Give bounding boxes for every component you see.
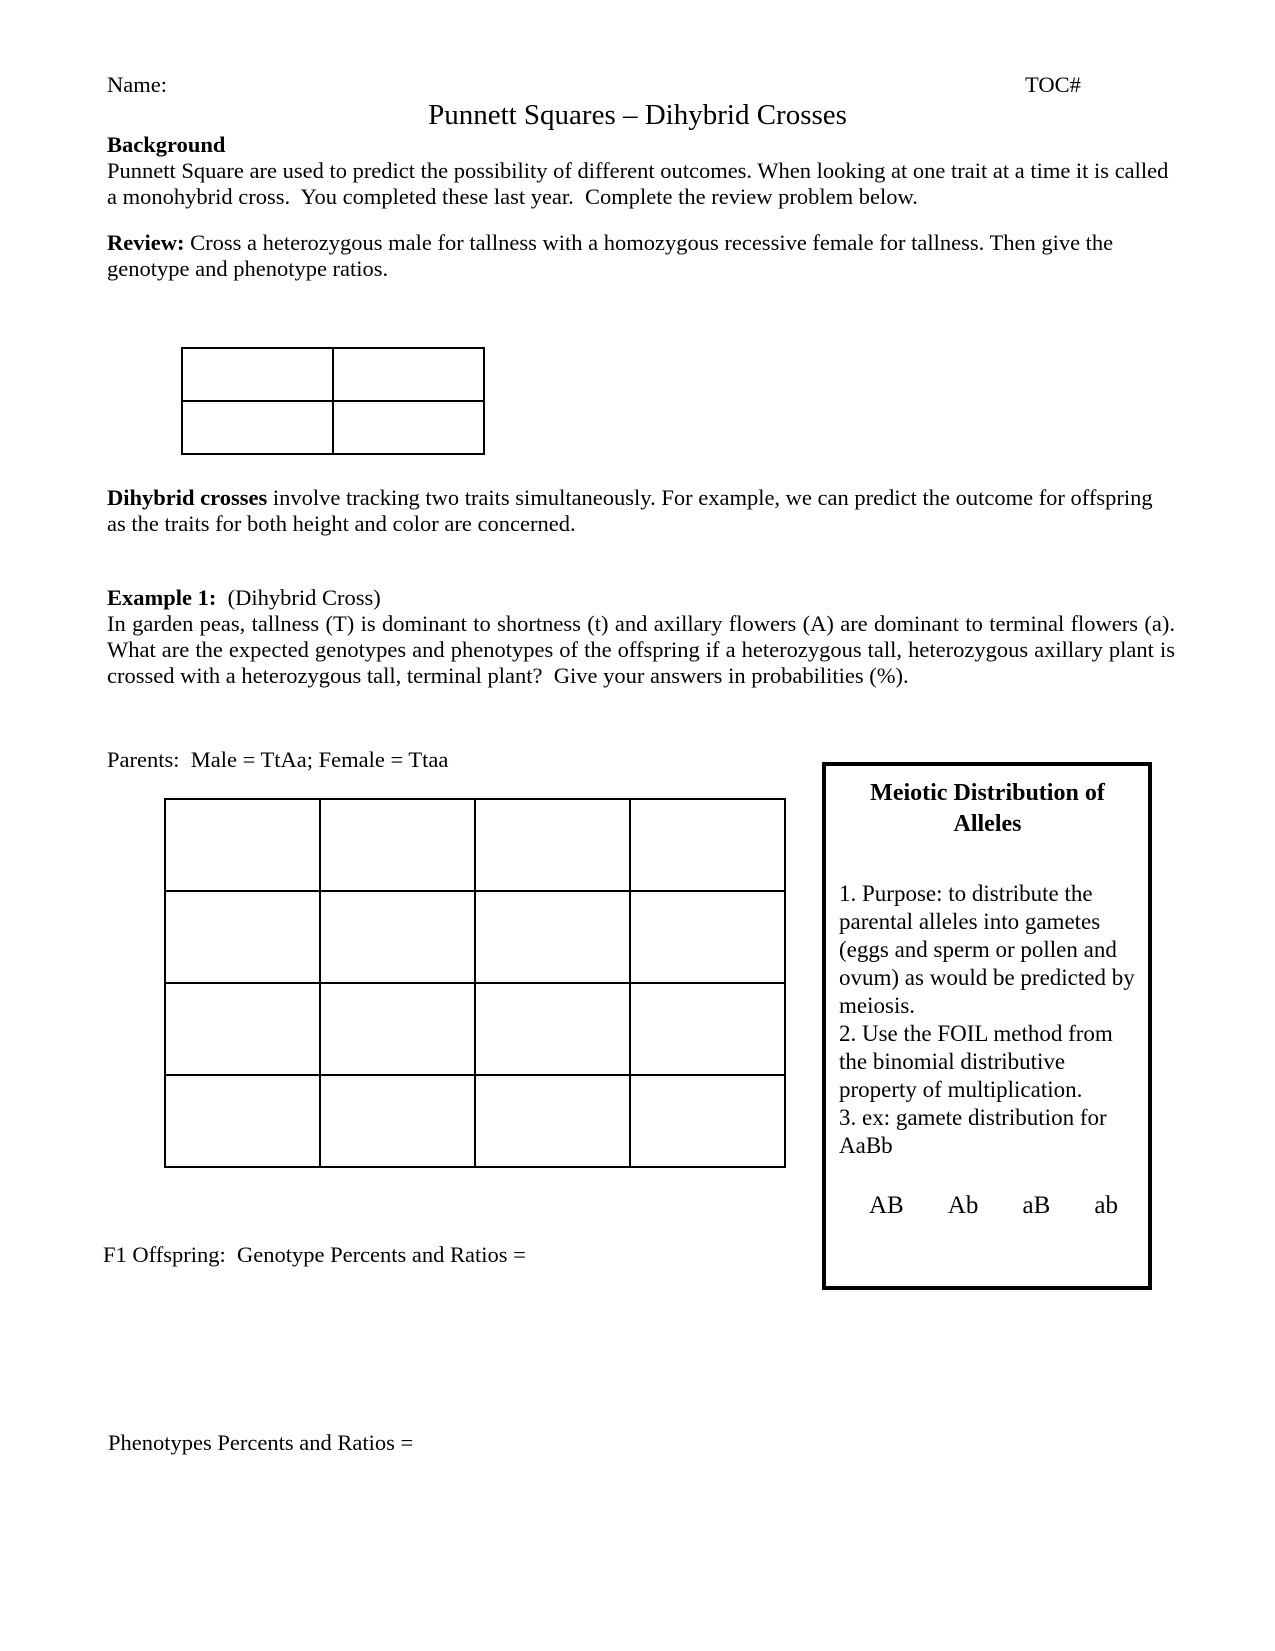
review-paragraph <box>107 230 1175 282</box>
punnett-cell <box>165 799 320 891</box>
gamete-label-ab-mixed1: Ab <box>947 1192 979 1219</box>
table-row <box>165 1075 785 1167</box>
meiotic-item-1: 1. Purpose: to distribute the parental alleles into gametes (eggs and sperm or pollen and ovum) as would be predicted by meiosis. <box>839 881 1135 1018</box>
table-row <box>182 401 484 454</box>
meiotic-box-title: Meiotic Distribution of Alleles <box>870 780 1105 837</box>
punnett-cell <box>475 983 630 1075</box>
example1-label: Example 1: <box>107 585 217 610</box>
phenotype-line: Phenotypes Percents and Ratios = <box>108 1430 414 1455</box>
punnett-cell <box>475 1075 630 1167</box>
background-heading: Background <box>107 132 226 157</box>
dihybrid-label: Dihybrid crosses <box>107 485 268 510</box>
punnett-cell <box>630 891 785 983</box>
background-paragraph: Punnett Square are used to predict the possibility of different outcomes. When looking at one trait at a time it is called a monohybrid cross. You completed these last year. Complete the review problem below. <box>107 158 1175 209</box>
gamete-label-ab-cap: AB <box>869 1192 904 1219</box>
example1-sublabel: (Dihybrid Cross) <box>216 585 381 610</box>
dihybrid-text: involve tracking two traits simultaneously. For example, we can predict the outcome for offspring as the traits for both height and color are concerned. <box>107 485 1159 536</box>
gamete-label-ab-mixed2: aB <box>1022 1192 1051 1219</box>
page-title: Punnett Squares – Dihybrid Crosses <box>428 99 847 131</box>
example1-heading <box>107 585 381 611</box>
punnett-cell <box>165 1075 320 1167</box>
punnett-cell <box>320 983 475 1075</box>
punnett-cell <box>630 1075 785 1167</box>
example1-paragraph: In garden peas, tallness (T) is dominant to shortness (t) and axillary flowers (A) are dominant to terminal flowers (a). What are the expected genotypes and phenotypes of the offspring if a heterozygous tall, heterozygous axillary plant is crossed with a heterozygous tall, terminal plant? Give your answers in probabilities (%). <box>107 611 1187 688</box>
review-text: Cross a heterozygous male for tallness with a homozygous recessive female for tallness. Then give the genotype and phenotype ratios. <box>107 230 1119 281</box>
punnett-cell <box>320 891 475 983</box>
meiotic-item-2: 2. Use the FOIL method from the binomial distributive property of multiplication. <box>839 1021 1113 1102</box>
table-row <box>182 348 484 401</box>
punnett-cell <box>320 799 475 891</box>
punnett-cell <box>182 348 333 401</box>
punnett-cell <box>165 891 320 983</box>
dihybrid-paragraph <box>107 485 1175 537</box>
punnett-cell <box>475 799 630 891</box>
meiotic-item-3: 3. ex: gamete distribution for AaBb <box>839 1105 1107 1158</box>
review-punnett-table <box>181 347 485 455</box>
review-label: Review: <box>107 230 185 255</box>
meiotic-box <box>822 762 1152 1290</box>
punnett-table <box>164 798 786 1168</box>
table-row <box>165 983 785 1075</box>
f1-genotype-line: F1 Offspring: Genotype Percents and Ratios = <box>103 1242 526 1267</box>
punnett-cell <box>475 891 630 983</box>
name-label: Name: <box>107 72 167 97</box>
toc-label: TOC# <box>1025 72 1081 97</box>
gamete-label-ab-low: ab <box>1094 1192 1118 1219</box>
punnett-cell <box>630 799 785 891</box>
punnett-cell <box>630 983 785 1075</box>
parents-line: Parents: Male = TtAa; Female = Ttaa <box>107 747 449 772</box>
punnett-cell <box>333 401 484 454</box>
punnett-cell <box>165 983 320 1075</box>
punnett-cell <box>333 348 484 401</box>
table-row <box>165 891 785 983</box>
table-row <box>165 799 785 891</box>
punnett-cell <box>182 401 333 454</box>
punnett-cell <box>320 1075 475 1167</box>
gametes-row <box>839 1192 1136 1220</box>
